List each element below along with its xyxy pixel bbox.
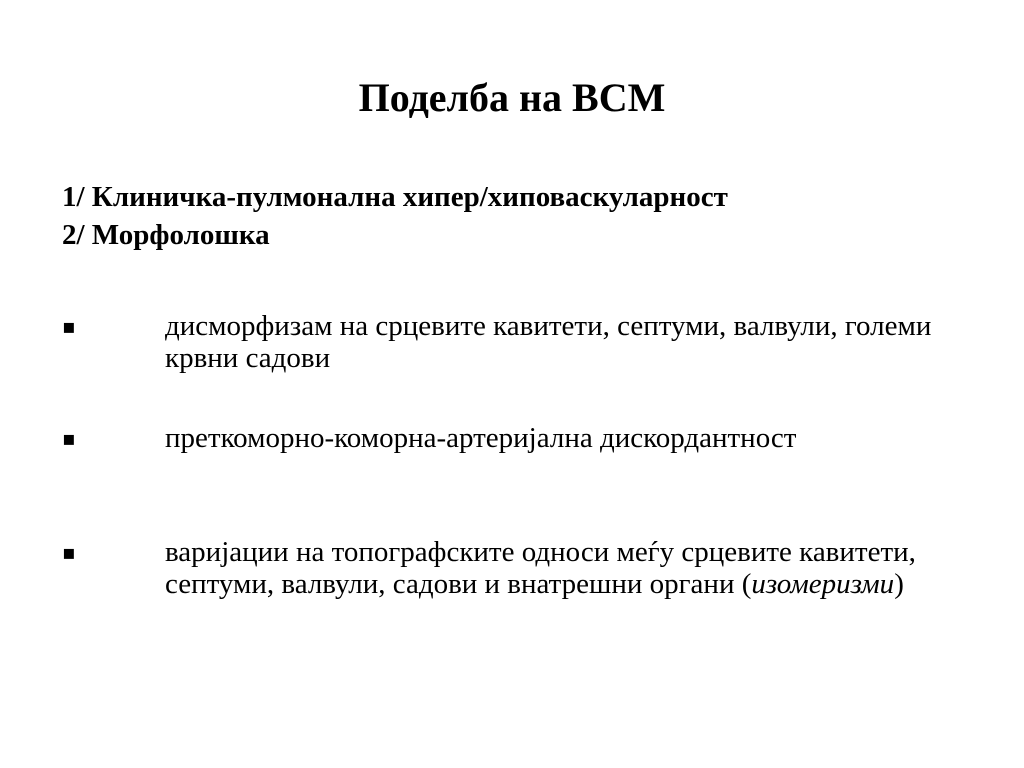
bullet-text-3-main: варијации на топографските односи меѓу срцевите кавитети, септуми, валвули, садови и внатрешни органи ( <box>165 536 916 600</box>
numbered-list <box>62 178 962 254</box>
bullet-text-3-italic: изомеризми <box>751 568 895 600</box>
slide-title: Поделба на ВСМ <box>358 75 666 120</box>
numbered-item-2: 2/ Морфолошка <box>62 219 270 251</box>
bullet-text-2: преткоморно-коморна-артеријална дискордантност <box>165 422 797 454</box>
bullet-text-3 <box>165 536 945 600</box>
bullet-text-3-end: ) <box>894 568 904 600</box>
square-bullet-icon: ▪ <box>62 426 76 450</box>
square-bullet-icon: ▪ <box>62 540 76 564</box>
bullet-text-1: дисморфизам на срцевите кавитети, септуми, валвули, големи крвни садови <box>165 310 932 374</box>
square-bullet-icon: ▪ <box>62 314 76 338</box>
numbered-item-1: 1/ Клиничка-пулмонална хипер/хиповаскуларност <box>62 181 728 213</box>
